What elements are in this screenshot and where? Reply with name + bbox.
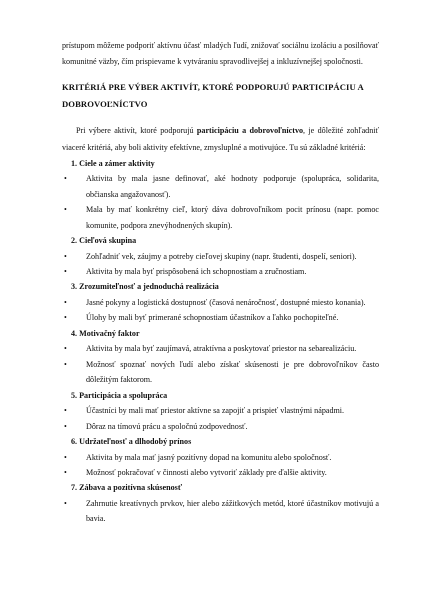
bullet-text: Zohľadniť vek, záujmy a potreby cieľovej skupiny (napr. študenti, dospelí, seniori). xyxy=(86,251,357,261)
criterion-2 xyxy=(62,233,379,279)
criterion-6 xyxy=(62,434,379,480)
bullet-icon: • xyxy=(64,313,67,323)
bullet-text: Aktivita by mala byť zaujímavá, atraktívna a poskytovať priestor na sebarealizáciu. xyxy=(86,344,357,354)
bullet-icon: • xyxy=(64,406,67,416)
bullet-text: Mala by mať konkrétny cieľ, ktorý dáva dobrovoľníkom pocit prínosu (napr. pomoc komunite, podpora znevýhodnených skupín). xyxy=(86,205,379,230)
criterion-4 xyxy=(62,326,379,388)
bullet-text: Možnosť spoznať nových ľudí alebo získať skúsenosti je pre dobrovoľníkov často dôležitým faktorom. xyxy=(86,359,379,385)
bullet-icon: • xyxy=(64,267,67,277)
intro-paragraph: prístupom môžeme podporiť aktívnu účasť mladých ľudí, znižovať sociálnu izoláciu a posilňovať komunitné väzby, čím prispievame k vytváraniu spravodlivejšej a inkluzívnejšej spoločnosti. xyxy=(62,41,379,67)
criterion-title: 7. Zábava a pozitívna skúsenosť xyxy=(71,483,183,493)
bullet-text: Aktivita by mala byť prispôsobená ich schopnostiam a zručnostiam. xyxy=(86,267,307,277)
bullet-text: Účastníci by mali mať priestor aktívne sa zapojiť a prispieť vlastnými nápadmi. xyxy=(86,406,345,416)
bullet-icon: • xyxy=(64,499,67,509)
list-item xyxy=(62,264,379,279)
criterion-7 xyxy=(62,480,379,526)
bullet-list xyxy=(62,295,379,326)
lead-paragraph xyxy=(62,123,379,155)
criterion-title: 2. Cieľová skupina xyxy=(71,236,137,246)
list-item xyxy=(62,310,379,325)
bullet-text: Úlohy by mali byť primerané schopnostiam účastníkov a ľahko pochopiteľné. xyxy=(86,313,339,323)
criterion-3 xyxy=(62,279,379,325)
bullet-icon: • xyxy=(64,344,67,354)
bullet-list xyxy=(62,450,379,481)
bullet-icon: • xyxy=(64,298,67,308)
bullet-text: Zahrnutie kreatívnych prvkov, hier alebo zážitkových metód, ktoré účastníkov motivujú a bavia. xyxy=(86,499,379,524)
lead-text-after: , je dôležité zohľadniť viaceré kritériá, aby boli aktivity efektívne, zmysluplné a motivujúce. Tu sú základné kritériá: xyxy=(62,126,379,152)
bullet-list xyxy=(62,341,379,387)
list-item xyxy=(62,496,379,527)
list-item xyxy=(62,419,379,434)
criterion-title: 4. Motivačný faktor xyxy=(71,328,140,338)
criterion-5 xyxy=(62,388,379,434)
bullet-list xyxy=(62,249,379,280)
lead-text-before: Pri výbere aktivít, ktoré podporujú xyxy=(76,126,197,136)
bullet-icon: • xyxy=(64,452,67,462)
bullet-text: Jasné pokyny a logistická dostupnosť (časová nenáročnosť, dostupné miesto konania). xyxy=(86,298,366,308)
bullet-text: Dôraz na tímovú prácu a spoločnú zodpovednosť. xyxy=(86,421,248,431)
list-item xyxy=(62,465,379,480)
bullet-list xyxy=(62,403,379,434)
criterion-title: 5. Participácia a spolupráca xyxy=(71,390,168,400)
list-item xyxy=(62,202,379,233)
criterion-title: 6. Udržateľnosť a dlhodobý prínos xyxy=(71,437,192,447)
list-item xyxy=(62,295,379,310)
list-item xyxy=(62,171,379,202)
criterion-title: 3. Zrozumiteľnosť a jednoduchá realizácia xyxy=(71,282,219,292)
criterion-title: 1. Ciele a zámer aktivity xyxy=(71,158,155,168)
bullet-text: Možnosť pokračovať v činnosti alebo vytvoriť základy pre ďalšie aktivity. xyxy=(86,468,327,478)
section-heading: KRITÉRIÁ PRE VÝBER AKTIVÍT, KTORÉ PODPORUJÚ PARTICIPÁCIU A DOBROVOĽNÍCTVO xyxy=(62,82,364,109)
bullet-icon: • xyxy=(64,251,67,261)
bullet-icon: • xyxy=(64,421,67,431)
bullet-icon: • xyxy=(64,174,67,184)
criteria-list xyxy=(62,156,379,527)
lead-text-bold: participáciu a dobrovoľníctvo xyxy=(196,126,304,136)
list-item xyxy=(62,450,379,465)
bullet-text: Aktivita by mala jasne definovať, aké hodnoty podporuje (spolupráca, solidarita, občianska angažovanosť). xyxy=(86,174,379,199)
bullet-icon: • xyxy=(64,359,67,369)
bullet-list xyxy=(62,496,379,527)
list-item xyxy=(62,357,379,388)
bullet-icon: • xyxy=(64,468,67,478)
criterion-1 xyxy=(62,156,379,233)
bullet-list xyxy=(62,171,379,233)
list-item xyxy=(62,249,379,264)
bullet-text: Aktivita by mala mať jasný pozitívny dopad na komunitu alebo spoločnosť. xyxy=(86,452,332,462)
list-item xyxy=(62,403,379,418)
bullet-icon: • xyxy=(64,205,67,215)
list-item xyxy=(62,341,379,356)
